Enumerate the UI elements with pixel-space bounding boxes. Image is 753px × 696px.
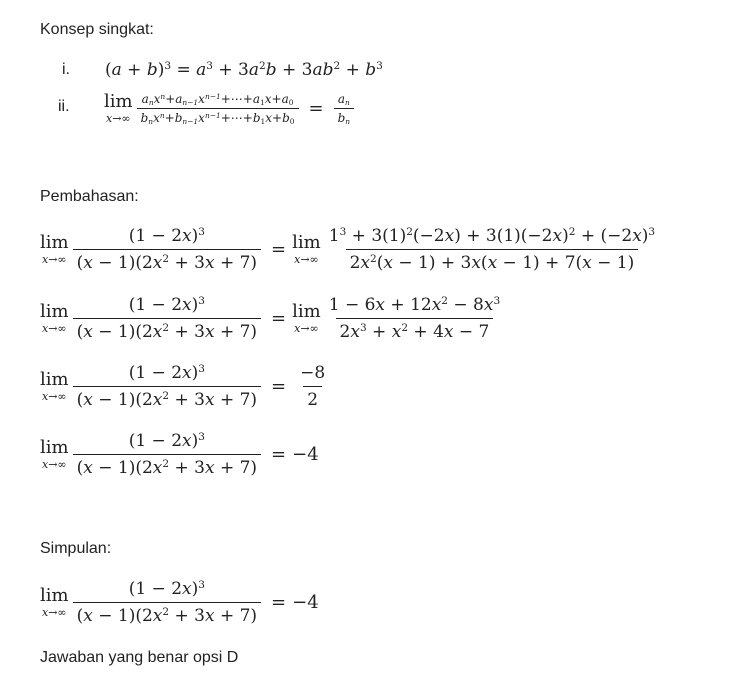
step-4-result: −4 [292,443,319,465]
step-1: lim x→∞ $\frac{(1 - 2x)^3}{(x - 1)(2x^2 + 3x + 7)}$ = lim x→∞ $\frac{1^3 + 3(1)^2(-2x) + 3(1)(-2x)^2 + (-2x)^3}{2x^2(x - 1) + 3x(x - 1) + 7(x - 1)}$ [40,225,656,273]
answer-text: Jawaban yang benar opsi D [40,649,239,666]
concept-i-formula: $(a + b)^3 = a^3 + 3a^2b + 3ab^2 + b^3$ [105,60,383,80]
step-4: lim x→∞ $\frac{(1 - 2x)^3}{(x - 1)(2x^2 + 3x + 7)}$ = −4 [40,430,319,478]
heading-pembahasan: Pembahasan: [40,188,139,205]
step-3: lim x→∞ $\frac{(1 - 2x)^3}{(x - 1)(2x^2 + 3x + 7)}$ = $\frac{-8}{2}$ [40,362,326,410]
heading-konsep: Konsep singkat: [40,21,154,38]
concept-i-label: i. [62,61,70,78]
step-2: lim x→∞ $\frac{(1 - 2x)^3}{(x - 1)(2x^2 + 3x + 7)}$ = lim x→∞ $\frac{1 - 6x + 12x^2 - 8x^3}{2x^3 + x^2 + 4x - 7}$ [40,294,501,342]
heading-simpulan: Simpulan: [40,540,112,557]
conclusion-result: −4 [292,591,319,613]
concept-ii-label: ii. [58,98,70,115]
concept-ii-formula: lim x→∞ $\frac{a_nx^n+a_{n-1}x^{n-1}+\cdots+a_1x+a_0}{b_nx^n+b_{n-1}x^{n-1}+\cdots+b_1x+b_0}$ = $\frac{a_n}{b_n}$ [104,86,358,130]
conclusion-formula: lim x→∞ $\frac{(1 - 2x)^3}{(x - 1)(2x^2 + 3x + 7)}$ = −4 [40,578,319,626]
